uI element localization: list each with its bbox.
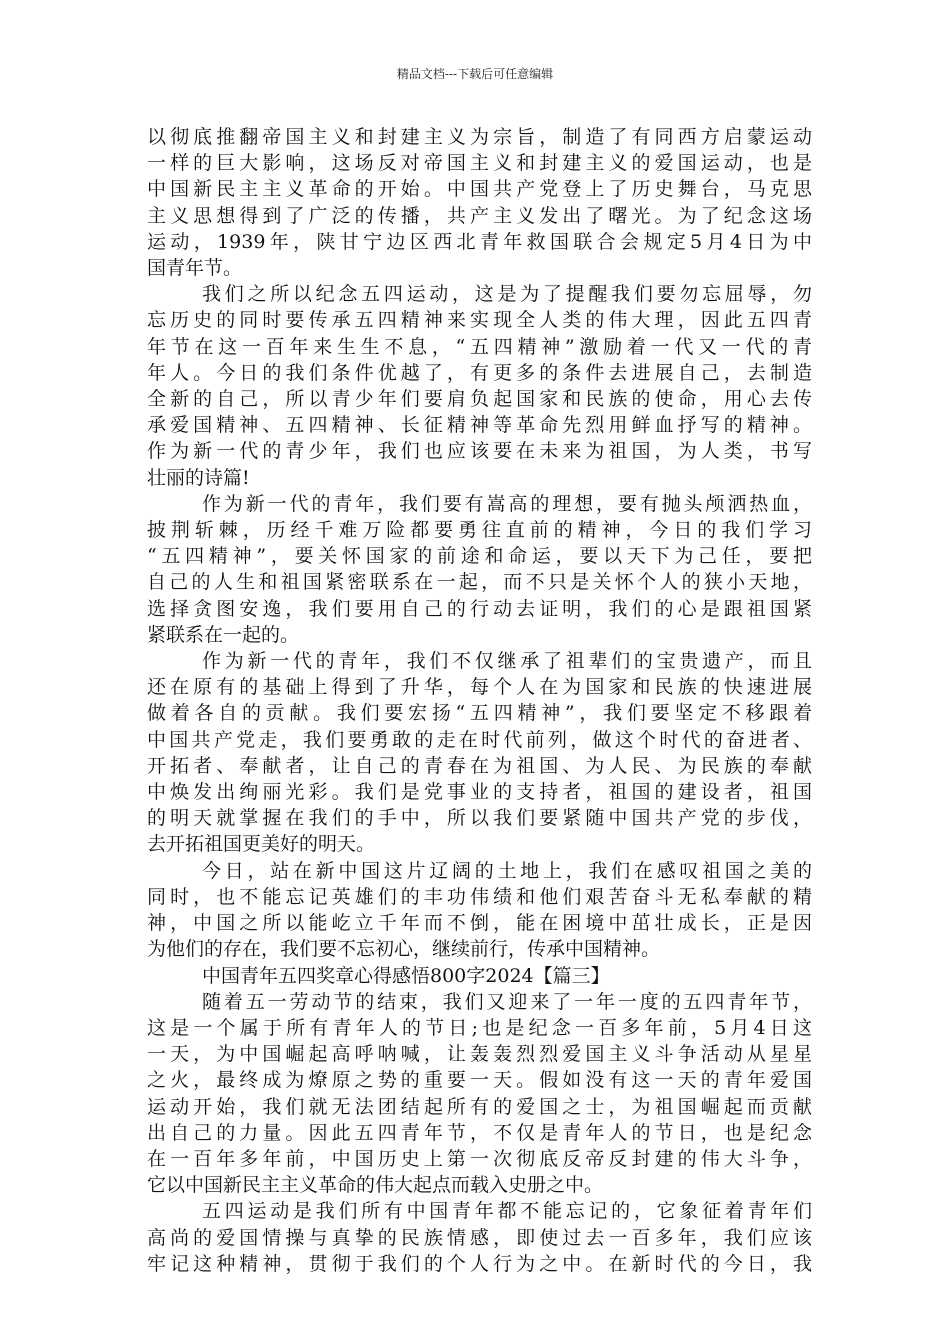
- page-header-note: 精品文档---下载后可任意编辑: [396, 67, 554, 81]
- paragraph: [147, 491, 812, 648]
- paragraph: [147, 989, 812, 1199]
- text-line: 运动，1939年，陕甘宁边区西北青年救国联合会规定5月4日为中: [147, 230, 812, 253]
- paragraph: [147, 648, 812, 858]
- text-line: 以彻底推翻帝国主义和封建主义为宗旨，制造了有同西方启蒙运动: [147, 126, 812, 148]
- text-line: 的明天就掌握在我们的手中，所以我们要紧随中国共产党的步伐，: [147, 807, 812, 830]
- text-line: 还在原有的基础上得到了升华，每个人在为国家和民族的快速进展: [147, 676, 812, 699]
- text-line: 随着五一劳动节的结束，我们又迎来了一年一度的五四青年节，: [202, 990, 812, 1013]
- text-line: 作为新一代的青年，我们要有嵩高的理想，要有抛头颅洒热血，: [202, 492, 812, 515]
- paragraph: [147, 963, 812, 989]
- text-line: 国青年节。: [147, 257, 243, 280]
- text-line: 我们之所以纪念五四运动，这是为了提醒我们要勿忘屈辱，勿: [202, 283, 812, 306]
- text-line: 中国青年五四奖章心得感悟800字2024【篇三】: [202, 964, 610, 987]
- text-line: 自己的人生和祖国紧密联系在一起，而不只是关怀个人的狭小天地，: [147, 571, 812, 594]
- text-line: “五四精神”，要关怀国家的前途和命运，要以天下为己任，要把: [147, 545, 812, 568]
- text-line: 今日，站在新中国这片辽阔的土地上，我们在感叹祖国之美的: [202, 859, 812, 882]
- paragraph: [147, 858, 812, 963]
- text-line: 作为新一代的青年，我们不仅继承了祖辈们的宝贵遗产，而且: [202, 650, 812, 673]
- text-line: 全新的自己，所以青少年们要肩负起国家和民族的使命，用心去传: [147, 388, 812, 411]
- text-line: 做着各自的贡献。我们要宏扬“五四精神”，我们要坚定不移跟着: [147, 702, 812, 725]
- text-line: 披荆斩棘，历经千难万险都要勇往直前的精神，今日的我们学习: [147, 519, 812, 542]
- text-line: 这是一个属于所有青年人的节日;也是纪念一百多年前，5月4日这: [147, 1016, 812, 1039]
- text-line: 选择贪图安逸，我们要用自己的行动去证明，我们的心是跟祖国紧: [147, 597, 812, 620]
- text-line: 年人。今日的我们条件优越了，有更多的条件去进展自己，去制造: [147, 361, 812, 384]
- paragraph: [147, 281, 812, 491]
- text-line: 为他们的存在，我们要不忘初心，继续前行，传承中国精神。: [147, 938, 661, 961]
- text-line: 年节在这一百年来生生不息，“五四精神”激励着一代又一代的青: [147, 335, 812, 358]
- text-line: 它以中国新民主主义革命的伟大起点而载入史册之中。: [147, 1174, 604, 1197]
- text-line: 同时，也不能忘记英雄们的丰功伟绩和他们艰苦奋斗无私奉献的精: [147, 885, 812, 908]
- text-line: 在一百年多年前，中国历史上第一次彻底反帝反封建的伟大斗争，: [147, 1147, 812, 1170]
- text-line: 中国共产党走，我们要勇敢的走在时代前列，做这个时代的奋进者、: [147, 728, 812, 751]
- text-line: 之火，最终成为燎原之势的重要一天。假如没有这一天的青年爱国: [147, 1069, 812, 1092]
- text-line: 忘历史的同时要传承五四精神来实现全人类的伟大理，因此五四青: [147, 309, 812, 332]
- text-line: 紧联系在一起的。: [147, 623, 300, 646]
- text-line: 五四运动是我们所有中国青年都不能忘记的，它象征着青年们: [202, 1200, 812, 1223]
- text-line: 一样的巨大影响，这场反对帝国主义和封建主义的爱国运动，也是: [147, 152, 812, 175]
- document-body: [147, 124, 812, 1277]
- text-line: 去开拓祖国更美好的明天。: [147, 833, 376, 856]
- text-line: 作为新一代的青少年，我们也应该要在未来为祖国，为人类，书写: [147, 440, 812, 463]
- text-line: 开拓者、奉献者，让自己的青春在为祖国、为人民、为民族的奉献: [147, 754, 812, 777]
- paragraph: [147, 124, 812, 281]
- text-line: 出自己的力量。因此五四青年节，不仅是青年人的节日，也是纪念: [147, 1121, 812, 1144]
- text-line: 中焕发出绚丽光彩。我们是党事业的支持者，祖国的建设者，祖国: [147, 781, 812, 804]
- text-line: 承爱国精神、五四精神、长征精神等革命先烈用鲜血抒写的精神。: [147, 414, 812, 437]
- text-line: 中国新民主主义革命的开始。中国共产党登上了历史舞台，马克思: [147, 178, 812, 201]
- text-line: 牢记这种精神，贯彻于我们的个人行为之中。在新时代的今日，我: [147, 1252, 812, 1275]
- text-line: 壮丽的诗篇!: [147, 466, 250, 489]
- text-line: 一天，为中国崛起高呼呐喊，让轰轰烈烈爱国主义斗争活动从星星: [147, 1043, 812, 1066]
- text-line: 高尚的爱国情操与真挚的民族情感，即使过去一百多年，我们应该: [147, 1226, 812, 1249]
- text-line: 神，中国之所以能屹立千年而不倒，能在困境中茁壮成长，正是因: [147, 912, 812, 935]
- text-line: 主义思想得到了广泛的传播，共产主义发出了曙光。为了纪念这场: [147, 204, 812, 227]
- text-line: 运动开始，我们就无法团结起所有的爱国之士，为祖国崛起而贡献: [147, 1095, 812, 1118]
- paragraph: [147, 1198, 812, 1277]
